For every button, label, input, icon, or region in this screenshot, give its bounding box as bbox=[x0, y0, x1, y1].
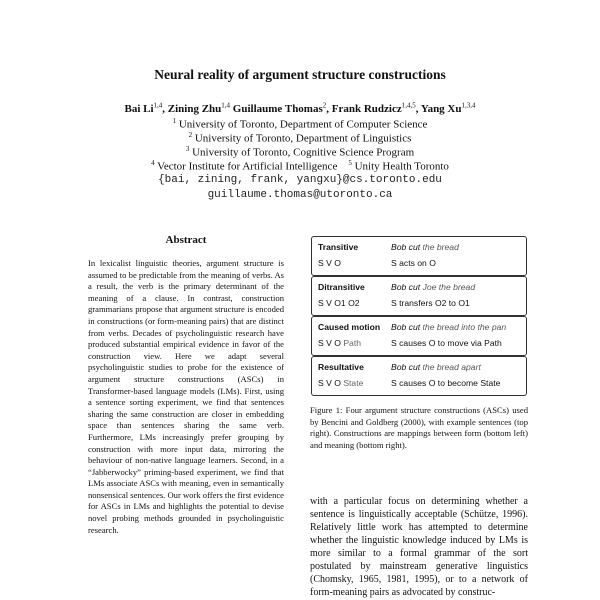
email-line-1[interactable]: {bai, zining, frank, yangxu}@cs.toronto.edu bbox=[158, 174, 442, 186]
construction-form: S V O Path bbox=[318, 338, 361, 348]
construction-example: Bob cut Joe the bread bbox=[391, 282, 476, 292]
construction-name: Transitive bbox=[318, 242, 359, 252]
construction-example: Bob cut the bread into the pan bbox=[391, 322, 507, 332]
construction-box-transitive bbox=[311, 236, 527, 276]
construction-meaning: S acts on O bbox=[391, 258, 436, 268]
construction-box-ditransitive bbox=[311, 276, 527, 316]
construction-name: Ditransitive bbox=[318, 282, 365, 292]
construction-meaning: S causes O to move via Path bbox=[391, 338, 502, 348]
abstract-text: In lexicalist linguistic theories, argument structure is assumed to be predictable from the meaning of verbs. As a result, the verb is the primary determinant of the meaning of a clause. In contrast, construction grammarians propose that argument structure is encoded in constructions (or form-meaning pairs) that are distinct from verbs. Decades of psycholinguistic research have produced substantial empirical evidence in favor of the construction view. Here we adapt several psycholinguistic studies to probe for the existence of argument structure constructions (ASCs) in Transformer-based language models (LMs). First, using a sentence sorting experiment, we find that sentences sharing the same construction are closer in embedding space than sentences sharing the same verb. Furthermore, LMs increasingly prefer grouping by construction with more input data, mirroring the behaviour of non-native language learners. Second, in a “Jabberwocky” priming-based experiment, we find that LMs associate ASCs with meaning, even in semantically nonsensical sentences. Our work offers the first evidence for ASCs in LMs and highlights the potential to devise novel probing methods grounded in psycholinguistic research. bbox=[88, 258, 284, 535]
affiliation-4-5: $^4$ Vector Institute for Artificial Intelligence $^5$ Unity Health Toronto bbox=[151, 159, 449, 173]
construction-example: Bob cut the bread apart bbox=[391, 362, 481, 372]
affiliation-1: $^1$ University of Toronto, Department of Computer Science bbox=[172, 117, 428, 131]
author-1: Bai Li$^{1,4}$, bbox=[124, 101, 168, 115]
construction-name: Resultative bbox=[318, 362, 364, 372]
abstract-heading: Abstract bbox=[165, 234, 207, 246]
paper-title: Neural reality of argument structure constructions bbox=[154, 67, 446, 82]
construction-form: S V O1 O2 bbox=[318, 298, 360, 308]
construction-name: Caused motion bbox=[318, 322, 381, 332]
construction-box-resultative bbox=[311, 356, 527, 396]
affiliation-3: $^3$ University of Toronto, Cognitive Science Program bbox=[185, 145, 415, 159]
affiliation-2: $^2$ University of Toronto, Department of Linguistics bbox=[188, 131, 412, 145]
figure-caption: Figure 1: Four argument structure constructions (ASCs) used by Bencini and Goldberg (2000), with example sentences (top right). Constructions are mappings between form (bottom left) and meaning (bottom right). bbox=[310, 405, 528, 450]
author-4: Frank Rudzicz$^{1,4,5}$, bbox=[331, 101, 421, 115]
construction-meaning: S causes O to become State bbox=[391, 378, 501, 388]
construction-box-caused-motion bbox=[311, 316, 527, 356]
construction-example: Bob cut the bread bbox=[391, 242, 459, 252]
body-paragraph: with a particular focus on determining whether a sentence is linguistically acceptable (Schütze, 1996). Relatively little work has attempted to determine whether the linguistic knowledge induced by LMs is more similar to a formal grammar of the sort postulated by mainstream generative linguistics (Chomsky, 1965, 1981, 1995), or to a network of form-meaning pairs as advocated by construc- bbox=[310, 496, 528, 598]
construction-form: S V O bbox=[318, 258, 341, 268]
construction-form: S V O State bbox=[318, 378, 364, 388]
author-list bbox=[0, 101, 600, 115]
construction-meaning: S transfers O2 to O1 bbox=[391, 298, 470, 308]
author-2: Zining Zhu$^{1,4}$ bbox=[167, 101, 231, 115]
author-3: Guillaume Thomas$^2$, bbox=[232, 101, 332, 115]
email-line-2[interactable]: guillaume.thomas@utoronto.ca bbox=[207, 189, 393, 201]
author-5: Yang Xu$^{1,3,4}$ bbox=[420, 101, 476, 115]
